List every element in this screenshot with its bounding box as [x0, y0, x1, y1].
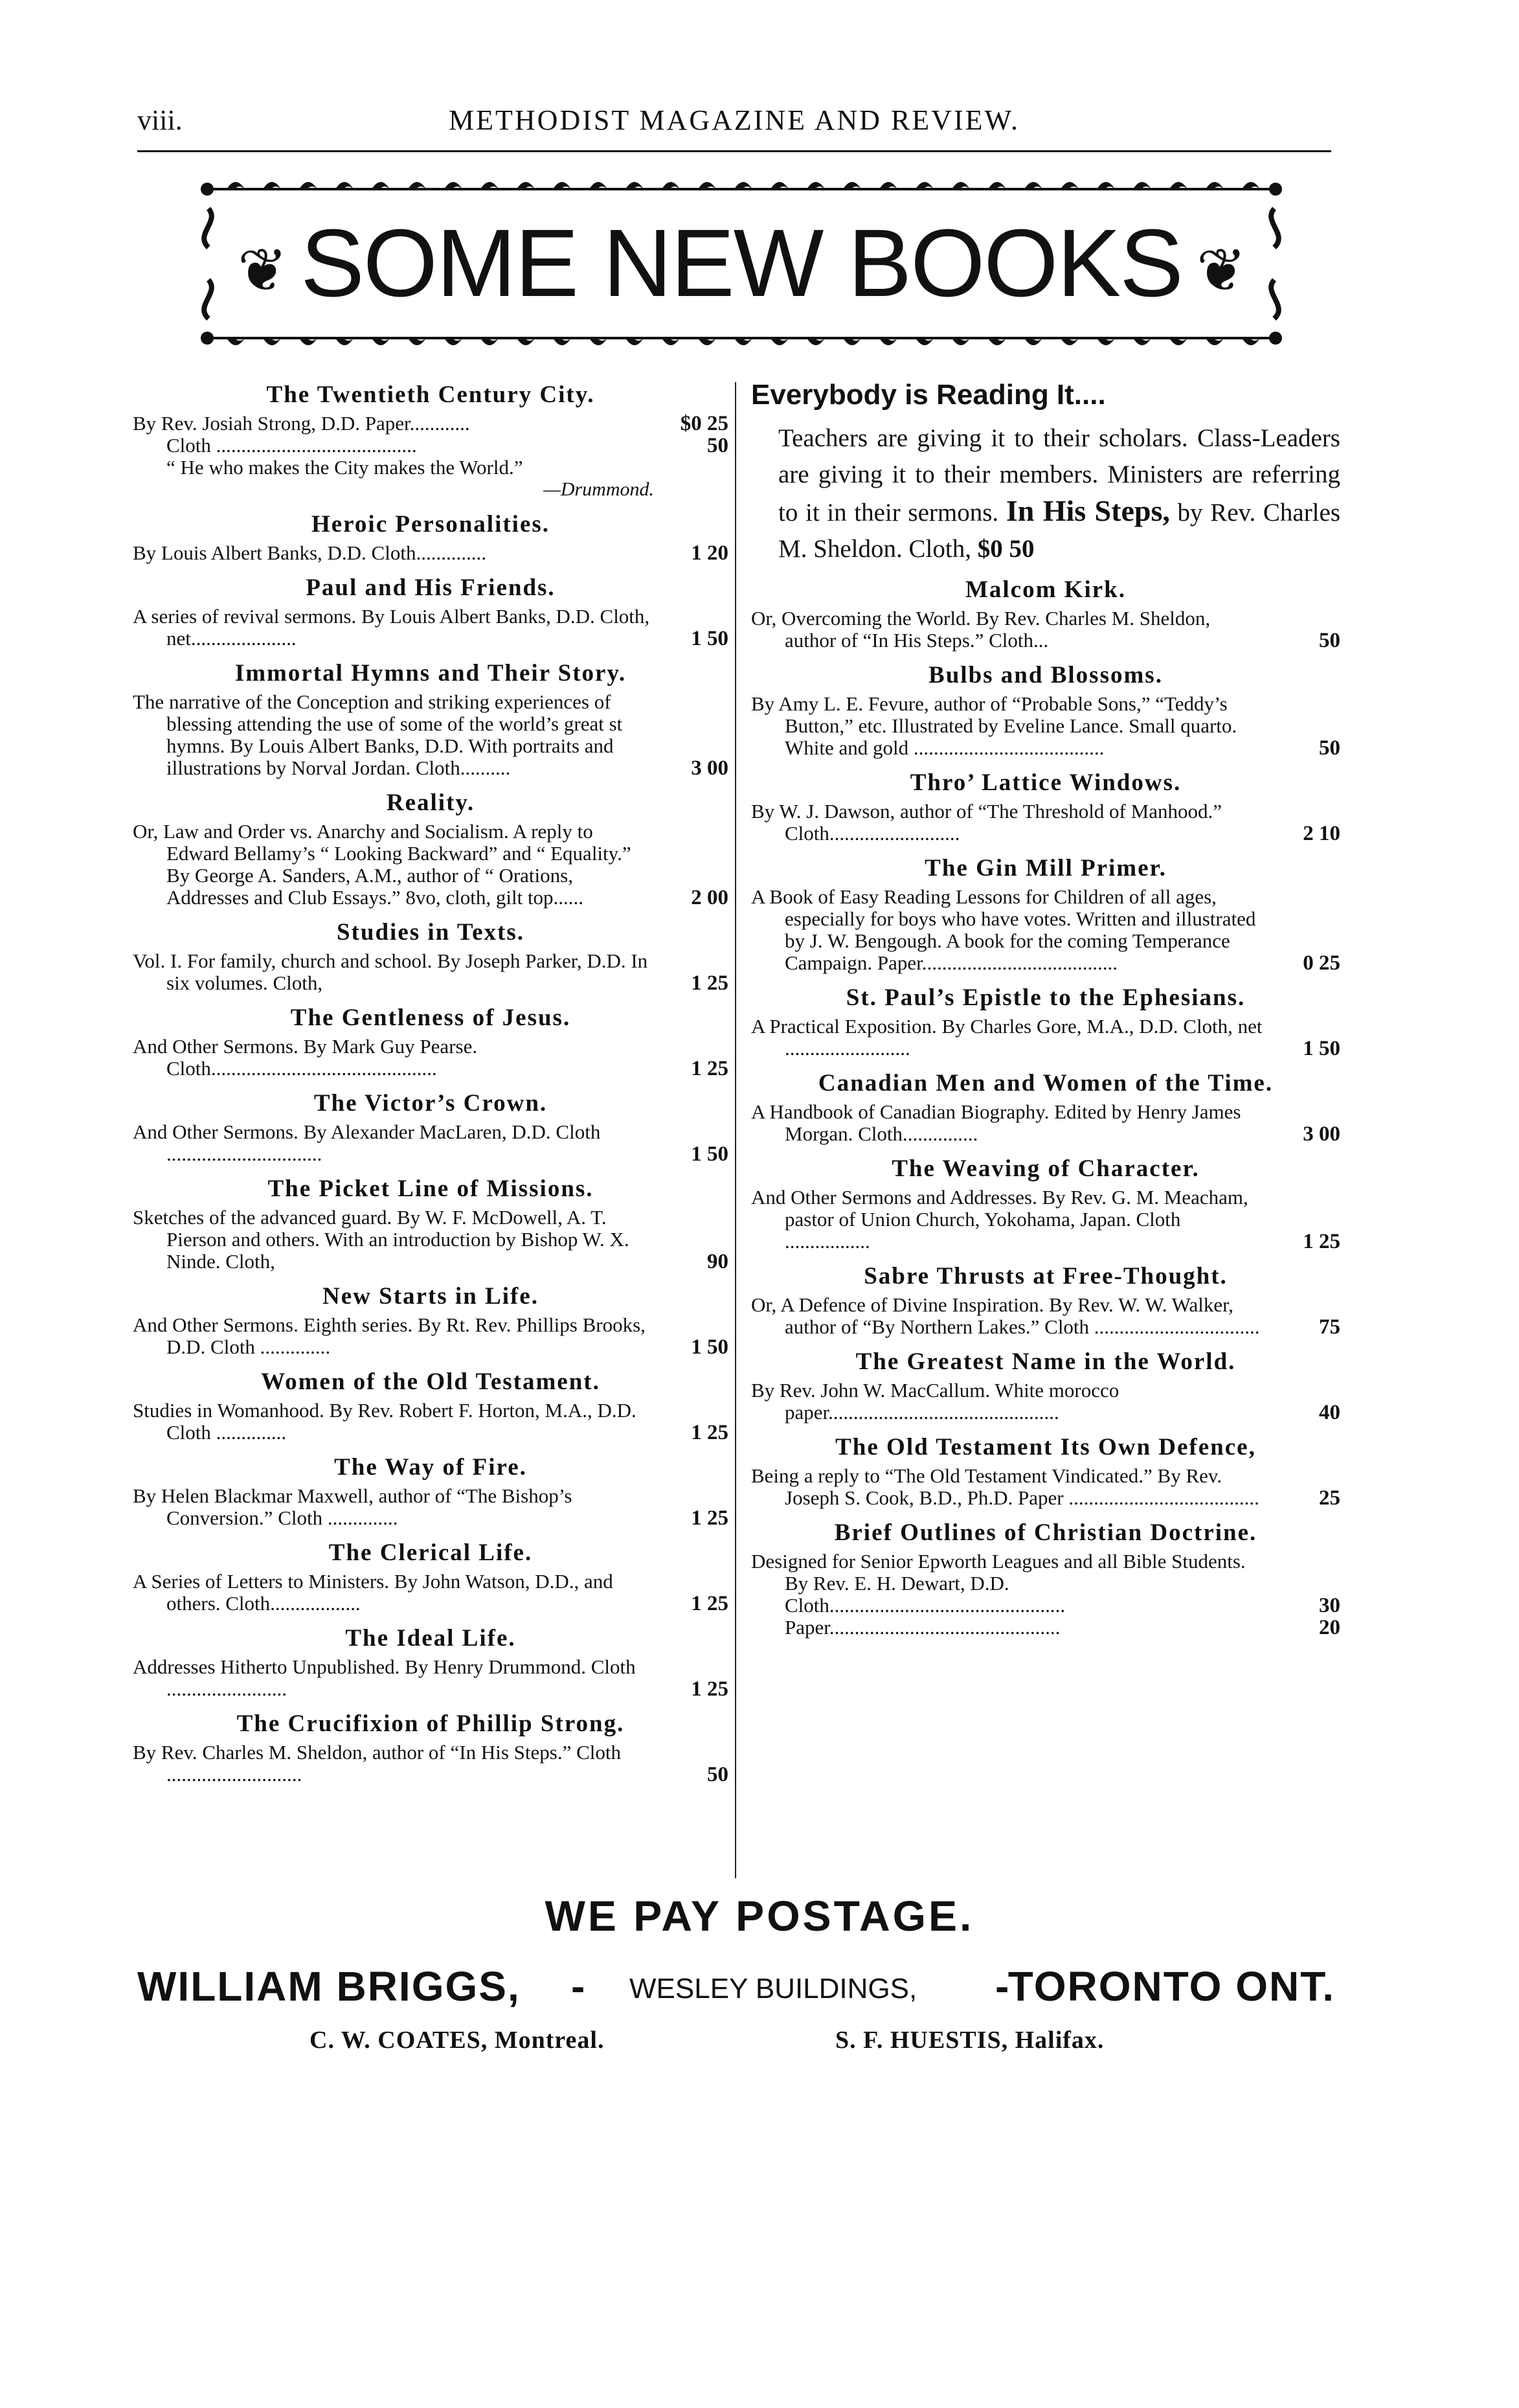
publisher-city: TORONTO ONT. [1007, 1963, 1335, 2010]
page-header [137, 97, 1331, 142]
book-title: The Ideal Life. [345, 1625, 516, 1652]
book-price: 50 [707, 1763, 728, 1786]
book-price: 50 [1319, 736, 1340, 760]
book-description [751, 1617, 1340, 1639]
book-description [751, 886, 1340, 974]
book-description-text: By W. J. Dawson, author of “The Threshold of Manhood.” Cloth.......................... [751, 800, 1222, 845]
book-price: 1 20 [691, 541, 728, 565]
column-divider [735, 382, 736, 1878]
book-description-text: Vol. I. For family, church and school. By Joseph Parker, D.D. In six volumes. Cloth, [133, 949, 648, 994]
separator: - [571, 1963, 585, 2010]
book-price: 1 50 [691, 1142, 728, 1166]
book-entry [133, 1622, 728, 1700]
book-entry [751, 1153, 1340, 1253]
left-column [133, 379, 728, 1793]
book-description [133, 1121, 728, 1165]
book-description-text: Or, Law and Order vs. Anarchy and Socialism. A reply to Edward Bellamy’s “ Looking Backward” and “ Equality.” By George A. Sanders, A.M., author of “ Orations, Addresses and Club Essays.” 8vo, cloth, gilt top...... [133, 820, 631, 909]
book-entry [751, 852, 1340, 974]
book-title: Canadian Men and Women of the Time. [818, 1070, 1274, 1096]
book-price: 90 [707, 1250, 728, 1273]
book-description-text: Being a reply to “The Old Testament Vindicated.” By Rev. Joseph S. Cook, B.D., Ph.D. Paper ...................................... [751, 1464, 1259, 1509]
book-entry [133, 657, 728, 779]
book-description [133, 691, 728, 779]
book-title: Brief Outlines of Christian Doctrine. [834, 1519, 1257, 1546]
book-price: 3 00 [691, 756, 728, 780]
book-title: Sabre Thrusts at Free-Thought. [864, 1263, 1228, 1289]
book-description-text: By Rev. Josiah Strong, D.D. Paper............ [133, 412, 470, 435]
book-price: $0 25 [680, 412, 728, 435]
book-description [751, 1294, 1340, 1338]
book-description [133, 542, 728, 564]
book-description-text: The narrative of the Conception and striking experiences of blessing attending the use of some of the world’s great st hymns. By Louis Albert Banks, D.D. With portraits and illustrations by Norval Jordan. Cloth.......... [133, 690, 623, 779]
book-entry [133, 1366, 728, 1444]
book-entry [133, 1173, 728, 1273]
book-entry [133, 1002, 728, 1080]
book-description-text: A Series of Letters to Ministers. By John Watson, D.D., and others. Cloth.................. [133, 1570, 613, 1615]
book-price: 30 [1319, 1594, 1340, 1617]
book-price: 1 25 [691, 1592, 728, 1615]
header-rule [137, 150, 1331, 152]
book-title: The Gin Mill Primer. [925, 855, 1167, 881]
separator: - [995, 1963, 1009, 2010]
book-description-text: A series of revival sermons. By Louis Albert Banks, D.D. Cloth, net..................... [133, 605, 650, 650]
book-title: The Crucifixion of Phillip Strong. [236, 1710, 625, 1737]
book-description [133, 1036, 728, 1080]
book-title: New Starts in Life. [322, 1283, 539, 1310]
book-description-text: Studies in Womanhood. By Rev. Robert F. Horton, M.A., D.D. Cloth .............. [133, 1399, 636, 1444]
book-description-text: By Helen Blackmar Maxwell, author of “The Bishop’s Conversion.” Cloth .............. [133, 1484, 572, 1529]
book-description [133, 435, 728, 457]
book-entry [751, 659, 1340, 759]
book-price: 1 50 [691, 627, 728, 650]
book-description-text: Or, A Defence of Divine Inspiration. By Rev. W. W. Walker, author of “By Northern Lakes.” Cloth ................................. [751, 1293, 1260, 1338]
book-entry [133, 1708, 728, 1786]
agent-montreal: C. W. COATES, Montreal. [309, 2027, 605, 2054]
book-title: Thro’ Lattice Windows. [910, 769, 1182, 796]
book-title: The Gentleness of Jesus. [290, 1005, 571, 1031]
book-price: 1 25 [691, 1421, 728, 1444]
banner [194, 170, 1288, 358]
book-entry [133, 916, 728, 994]
book-price: 1 50 [1303, 1037, 1340, 1060]
book-description-text: A Practical Exposition. By Charles Gore, M.A., D.D. Cloth, net ......................... [751, 1015, 1263, 1060]
book-description [133, 1207, 728, 1273]
book-description [751, 1550, 1340, 1617]
book-price: 1 25 [691, 1677, 728, 1701]
book-description [751, 801, 1340, 845]
right-books-list [751, 574, 1340, 1639]
book-title: The Twentieth Century City. [266, 381, 595, 408]
book-entry [751, 1431, 1340, 1509]
feature-text [751, 420, 1340, 567]
book-description-text: Addresses Hitherto Unpublished. By Henry Drummond. Cloth ........................ [133, 1655, 636, 1700]
feature-price: $0 50 [977, 535, 1035, 563]
book-title: Malcom Kirk. [965, 576, 1126, 603]
book-description [133, 1571, 728, 1615]
book-entry [133, 1087, 728, 1165]
book-price: 0 25 [1303, 951, 1340, 975]
book-title: Studies in Texts. [336, 919, 525, 946]
book-description-text: And Other Sermons. Eighth series. By Rt. Rev. Phillips Brooks, D.D. Cloth .............. [133, 1313, 646, 1358]
book-entry [133, 379, 728, 501]
book-description-text: A Handbook of Canadian Biography. Edited by Henry James Morgan. Cloth............... [751, 1100, 1241, 1145]
book-quote: “ He who makes the City makes the World.” [166, 456, 523, 479]
feature-block [751, 379, 1340, 567]
book-description [133, 1400, 728, 1444]
book-entry [751, 767, 1340, 845]
book-description [133, 950, 728, 994]
book-price: 20 [1319, 1616, 1340, 1639]
book-entry [751, 1517, 1340, 1639]
book-description [133, 1656, 728, 1700]
book-price: 25 [1319, 1486, 1340, 1510]
book-entry [133, 572, 728, 650]
book-title: The Weaving of Character. [892, 1155, 1200, 1182]
book-description [751, 1380, 1340, 1424]
book-entry [751, 1260, 1340, 1338]
book-description-text: Cloth ........................................ [166, 434, 417, 457]
book-title: Immortal Hymns and Their Story. [234, 660, 627, 687]
book-entry [751, 1067, 1340, 1145]
agent-halifax: S. F. HUESTIS, Halifax. [835, 2027, 1105, 2054]
running-head: METHODIST MAGAZINE AND REVIEW. [449, 104, 1020, 136]
book-title: St. Paul’s Epistle to the Ephesians. [846, 984, 1246, 1011]
book-description-text: A Book of Easy Reading Lessons for Children of all ages, especially for boys who have votes. Written and illustrated by J. W. Bengough. A book for the coming Temperance Campaign. Paper....................................... [751, 885, 1256, 974]
book-description [751, 1187, 1340, 1253]
book-description [133, 1314, 728, 1358]
book-description-text: Paper.............................................. [785, 1616, 1061, 1639]
book-description-text: And Other Sermons and Addresses. By Rev. G. M. Meacham, pastor of Union Church, Yokohama, Japan. Cloth ................. [751, 1186, 1248, 1253]
book-entry [751, 982, 1340, 1060]
book-description [133, 821, 728, 909]
book-entry [133, 787, 728, 909]
book-description [133, 1485, 728, 1529]
book-entry [133, 1451, 728, 1529]
publisher-line [137, 1962, 1335, 2014]
book-title: The Greatest Name in the World. [855, 1348, 1236, 1375]
book-description-text: Designed for Senior Epworth Leagues and all Bible Students. By Rev. E. H. Dewart, D.D. Cloth............................................... [751, 1550, 1246, 1617]
book-description [133, 413, 728, 435]
book-description-text: By Rev. Charles M. Sheldon, author of “In His Steps.” Cloth ........................... [133, 1741, 621, 1786]
page-number: viii. [137, 104, 183, 136]
book-price: 75 [1319, 1315, 1340, 1339]
book-title: The Old Testament Its Own Defence, [835, 1434, 1256, 1460]
book-description [751, 1101, 1340, 1145]
publisher-name: WILLIAM BRIGGS, [137, 1963, 521, 2010]
book-price: 2 00 [691, 886, 728, 909]
feature-text-before: Teachers are giving it to their scholars. Class-Leaders are giving it to their members. Ministers are referring to it in their sermons. [778, 424, 1340, 527]
book-title: The Victor’s Crown. [313, 1090, 548, 1117]
book-title: The Way of Fire. [334, 1454, 527, 1481]
book-entry [751, 1346, 1340, 1424]
feature-heading: Everybody is Reading It.... [751, 379, 1106, 411]
right-column [751, 379, 1340, 1646]
book-price: 50 [707, 434, 728, 457]
book-entry [133, 1280, 728, 1358]
book-price: 3 00 [1303, 1122, 1340, 1146]
book-title: The Picket Line of Missions. [267, 1176, 594, 1202]
book-price: 2 10 [1303, 822, 1340, 845]
banner-title-text: SOME NEW BOOKS [300, 210, 1182, 317]
book-price: 1 25 [691, 1057, 728, 1080]
feature-text-after: by Rev. Charles M. Sheldon. Cloth, [778, 499, 1341, 563]
book-description-text: By Rev. John W. MacCallum. White morocco paper.............................................. [751, 1379, 1120, 1424]
book-description [751, 1465, 1340, 1509]
quote-attribution: —Drummond. [543, 479, 654, 500]
postage-notice: WE PAY POSTAGE. [545, 1892, 974, 1940]
book-title: The Clerical Life. [328, 1539, 533, 1566]
book-price: 1 50 [691, 1335, 728, 1359]
book-description [751, 608, 1340, 652]
book-price: 1 25 [691, 971, 728, 995]
book-price: 50 [1319, 629, 1340, 652]
book-entry [133, 508, 728, 564]
book-price: 1 25 [691, 1506, 728, 1530]
book-description-text: By Amy L. E. Fevure, author of “Probable Sons,” “Teddy’s Button,” etc. Illustrated by Eveline Lance. Small quarto. White and gold ...................................... [751, 692, 1237, 759]
book-description-text: Or, Overcoming the World. By Rev. Charles M. Sheldon, author of “In His Steps.” Cloth... [751, 607, 1211, 652]
book-title: Paul and His Friends. [306, 574, 556, 601]
book-title: Heroic Personalities. [311, 511, 550, 538]
book-title: Bulbs and Blossoms. [928, 662, 1163, 688]
banner-title [194, 210, 1288, 319]
book-description [133, 606, 728, 650]
book-description [751, 693, 1340, 759]
book-price: 1 25 [1303, 1230, 1340, 1253]
publisher-address: WESLEY BUILDINGS, [629, 1973, 917, 2005]
book-title: Women of the Old Testament. [261, 1369, 600, 1395]
book-description [133, 1742, 728, 1786]
book-description-text: And Other Sermons. By Alexander MacLaren, D.D. Cloth ............................... [133, 1120, 601, 1165]
book-price: 40 [1319, 1401, 1340, 1424]
leaf-fleuron-icon: ❦ [1196, 237, 1245, 304]
book-description [751, 1016, 1340, 1060]
book-title: Reality. [386, 789, 475, 816]
book-description-text: And Other Sermons. By Mark Guy Pearse. Cloth............................................. [133, 1035, 478, 1080]
book-description-text: By Louis Albert Banks, D.D. Cloth.............. [133, 541, 486, 564]
feature-book-title: In His Steps, [1006, 494, 1170, 527]
leaf-fleuron-icon: ❦ [238, 237, 287, 304]
book-entry [133, 1537, 728, 1615]
book-description-text: Sketches of the advanced guard. By W. F. McDowell, A. T. Pierson and others. With an introduction by Bishop W. X. Ninde. Cloth, [133, 1206, 629, 1273]
book-entry [751, 574, 1340, 652]
